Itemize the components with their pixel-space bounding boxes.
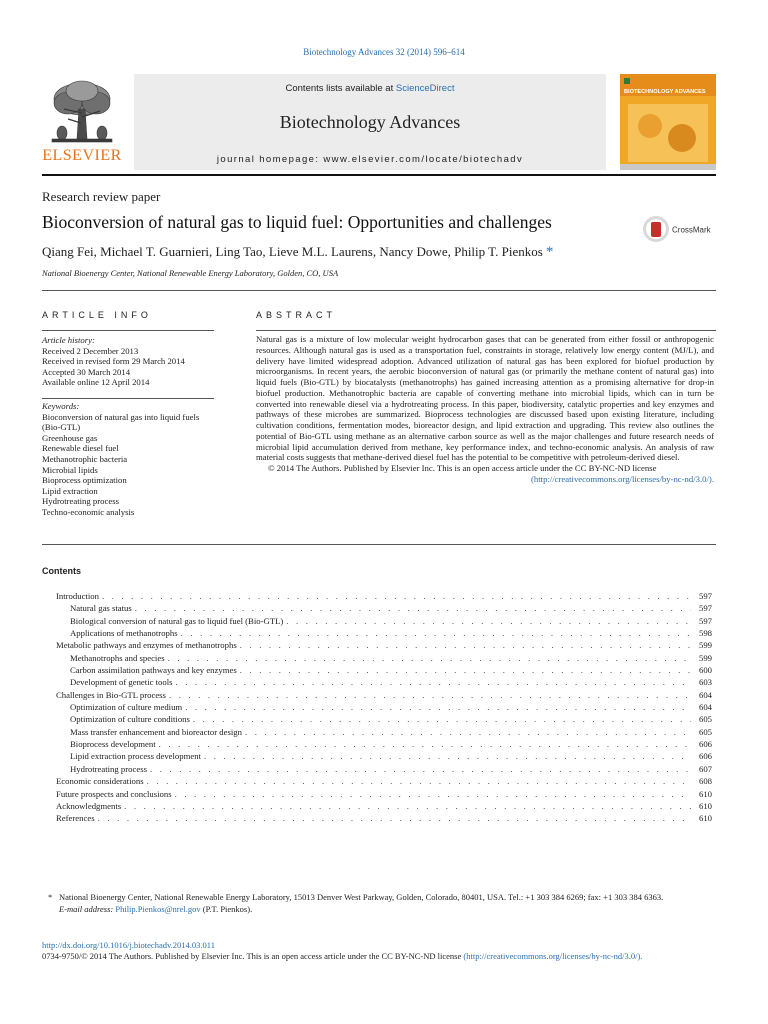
toc-entry-label[interactable]: Applications of methanotrophs [70,628,178,639]
toc-entry-page: 610 [698,788,712,799]
toc-leader [185,702,691,712]
keyword-item: Techno-economic analysis [42,506,135,517]
history-label: Article history: [42,335,95,345]
toc-leader [176,677,691,687]
cover-title: BIOTECHNOLOGY ADVANCES [624,89,706,95]
doi-link[interactable]: http://dx.doi.org/10.1016/j.biotechadv.2014.03.011 [42,940,215,950]
journal-homepage[interactable]: journal homepage: www.elsevier.com/locate/biotechadv [216,154,524,165]
toc-entry-page: 604 [698,689,712,700]
toc-entry-page: 599 [698,652,712,663]
keywords [42,401,232,518]
authors-text: Qiang Fei, Michael T. Guarnieri, Ling Tao, Lieve M.L. Laurens, Nancy Dowe, Philip T. Pienkos [42,244,543,259]
divider [42,544,716,545]
toc-entry-label[interactable]: Bioprocess development [70,739,156,750]
publisher-wordmark: ELSEVIER [42,147,122,164]
toc-entry[interactable] [56,776,712,788]
toc-leader [175,789,691,799]
footnote-email-line [59,904,716,916]
toc-entry-page: 603 [698,677,712,688]
toc-entry-label[interactable]: Natural gas status [70,603,132,614]
copyright-text: 0734-9750/© 2014 The Authors. Published by Elsevier Inc. This is an open access article under the CC BY-NC-ND license [42,951,462,961]
toc-leader [98,813,691,823]
toc-entry-label[interactable]: Lipid extraction process development [70,751,201,762]
divider [42,398,214,399]
history-item: Received in revised form 29 March 2014 [42,356,185,367]
toc-entry[interactable] [56,653,712,665]
table-of-contents [56,591,712,826]
journal-cover-image [620,74,716,170]
article-title: Bioconversion of natural gas to liquid fuel: Opportunities and challenges [42,212,552,232]
keyword-item: Bioconversion of natural gas into liquid fuels [42,411,200,422]
toc-entry-label[interactable]: References [56,813,95,824]
corresponding-author-footnote [48,892,716,915]
history-item: Received 2 December 2013 [42,345,139,356]
toc-entry-page: 607 [698,763,712,774]
divider [42,290,716,291]
toc-entry-page: 606 [698,751,712,762]
keyword-list [42,412,232,518]
toc-leader [240,665,691,675]
toc-entry-page: 597 [698,603,712,614]
toc-entry-page: 605 [698,714,712,725]
toc-entry-label[interactable]: Introduction [56,591,99,601]
footnote-mark: * [48,892,53,902]
corresponding-author-link[interactable]: * [545,244,554,260]
toc-entry-label[interactable]: Hydrotreating process [70,763,147,774]
toc-entry[interactable] [56,801,712,813]
keyword-item: Hydrotreating process [42,496,119,507]
email-link[interactable]: Philip.Pienkos@nrel.gov [115,903,201,914]
author-list [42,244,553,261]
copyright-license-link[interactable]: (http://creativecommons.org/licenses/by-nc-nd/3.0/). [463,951,643,961]
toc-entry[interactable] [56,727,712,739]
article-history [42,335,222,388]
journal-citation[interactable]: Biotechnology Advances 32 (2014) 596–614 [303,47,465,57]
toc-entry-label[interactable]: Economic considerations [56,776,144,787]
toc-entry[interactable] [56,702,712,714]
toc-entry-label[interactable]: Development of genetic tools [70,677,173,688]
toc-leader [169,690,691,700]
keyword-item: Lipid extraction [42,485,98,496]
keyword-item: Microbial lipids [42,464,98,475]
toc-leader [204,751,691,761]
toc-entry[interactable] [56,764,712,776]
toc-entry-page: 597 [698,591,712,601]
abstract-text: Natural gas is a mixture of low molecular weight hydrocarbon gases that can be generated from either fossil or anthropogenic resources. Although natural gas is used as a transportation fuel, constraints in storage, relatively low energy content (MJ/L), and delivery have limited widespread adoption. Advanced utilization of natural gas has been explored for biofuel production by microorganisms. In recent years, the aerobic bioconversion of natural gas (or primarily the methane content of natural gas) into liquid fuels (Bio-GTL) by biocatalysts (methanotrophs) has gained increasing attention as a promising alternative for drop-in biofuel production. Methanotrophic bacteria are capable of converting methane into microbial lipids, which can in turn be converted into renewable diesel via a hydrotreating process. In this paper, biodiversity, catalytic properties and key enzymes and pathways of these microbes are summarized. Bioprocess technologies are discussed based upon existing literature, including cultivation conditions, fermentation modes, bioreactor design, and lipid extraction and upgrading. This review also outlines the potential of Bio-GTL using methane as an alternative carbon source as well as the major challenges and future research needs of microbial lipid accumulation derived from methane, key performance index, and techno-economic analysis. An analysis of raw material costs suggests that methane-derived diesel fuel has the potential to be competitive with petroleum-derived diesel. [256,334,714,463]
toc-entry-page: 598 [698,628,712,639]
toc-leader [159,739,691,749]
toc-entry-label[interactable]: Metabolic pathways and enzymes of methanotrophs [56,640,237,651]
toc-entry[interactable] [56,690,712,702]
toc-entry[interactable] [56,591,712,603]
toc-entry-page: 610 [698,813,712,824]
toc-leader [181,628,691,638]
toc-entry-page: 599 [698,640,712,651]
toc-entry[interactable] [56,714,712,726]
toc-leader [135,603,691,613]
copyright-line [42,951,642,961]
toc-entry[interactable] [56,616,712,628]
toc-entry[interactable] [56,751,712,763]
toc-entry-label[interactable]: Future prospects and conclusions [56,788,172,799]
toc-entry[interactable] [56,640,712,652]
toc-entry[interactable] [56,628,712,640]
toc-leader [102,591,691,601]
keyword-item: (Bio-GTL) [42,422,81,433]
toc-leader [150,764,691,774]
toc-entry[interactable] [56,789,712,801]
article-type: Research review paper [42,189,161,204]
toc-entry[interactable] [56,739,712,751]
toc-entry[interactable] [56,813,712,825]
journal-title: Biotechnology Advances [279,112,461,132]
toc-leader [168,653,691,663]
toc-entry-page: 600 [698,665,712,676]
toc-entry-label[interactable]: Optimization of culture conditions [70,714,190,725]
toc-entry-page: 597 [698,615,712,626]
article-info-heading: ARTICLE INFO [42,310,152,320]
toc-entry-label[interactable]: Acknowledgments [56,800,122,811]
toc-entry[interactable] [56,677,712,689]
sciencedirect-link[interactable]: ScienceDirect [395,83,455,94]
license-statement: © 2014 The Authors. Published by Elsevier Inc. This is an open access article under the CC BY-NC-ND license [268,463,657,473]
divider [256,330,716,331]
toc-entry-label[interactable]: Biological conversion of natural gas to liquid fuel (Bio-GTL) [70,615,284,626]
contents-available-line [134,83,606,94]
contents-heading: Contents [42,566,81,576]
toc-leader [240,640,691,650]
toc-entry[interactable] [56,603,712,615]
toc-entry-page: 604 [698,702,712,713]
affiliation: National Bioenergy Center, National Renewable Energy Laboratory, Golden, CO, USA [42,268,339,278]
toc-entry-label[interactable]: Mass transfer enhancement and bioreactor design [70,726,242,737]
keyword-item: Greenhouse gas [42,432,98,443]
abstract-body [256,334,714,485]
email-label: E-mail address: [59,903,114,914]
header-divider [42,174,716,176]
abstract-heading: ABSTRACT [256,310,337,320]
footnote-address: National Bioenergy Center, National Renewable Energy Laboratory, 15013 Denver West Parkway, Golden, Colorado, 80401, USA. Tel.: +1 303 384 6269; fax: +1 303 384 6363. [59,892,664,902]
elsevier-tree-icon [46,79,118,145]
toc-entry-label[interactable]: Optimization of culture medium [70,702,183,713]
toc-leader [147,776,691,786]
toc-entry-label[interactable]: Challenges in Bio-GTL process [56,689,166,700]
elsevier-logo [42,79,122,167]
keyword-item: Bioprocess optimization [42,475,127,486]
history-item: Accepted 30 March 2014 [42,366,131,377]
journal-header [42,71,716,174]
license-link[interactable]: (http://creativecommons.org/licenses/by-nc-nd/3.0/). [531,473,714,484]
toc-leader [124,801,691,811]
toc-entry-page: 610 [698,800,712,811]
crossmark-label: CrossMark [672,225,711,235]
header-banner [134,74,606,170]
contents-prefix: Contents lists available at [285,83,396,94]
crossmark-icon[interactable] [642,214,720,244]
toc-leader [245,727,691,737]
toc-entry-label[interactable]: Methanotrophs and species [70,652,165,663]
keyword-item: Methanotrophic bacteria [42,453,128,464]
toc-entry[interactable] [56,665,712,677]
toc-leader [193,714,691,724]
divider [42,330,214,331]
email-suffix: (P.T. Pienkos). [202,903,253,914]
toc-entry-page: 606 [698,739,712,750]
toc-entry-page: 608 [698,776,712,787]
history-item: Available online 12 April 2014 [42,377,150,388]
toc-entry-label[interactable]: Carbon assimilation pathways and key enzymes [70,665,237,676]
toc-leader [286,616,691,626]
keywords-label: Keywords: [42,401,80,411]
keyword-item: Renewable diesel fuel [42,443,119,454]
toc-entry-page: 605 [698,726,712,737]
